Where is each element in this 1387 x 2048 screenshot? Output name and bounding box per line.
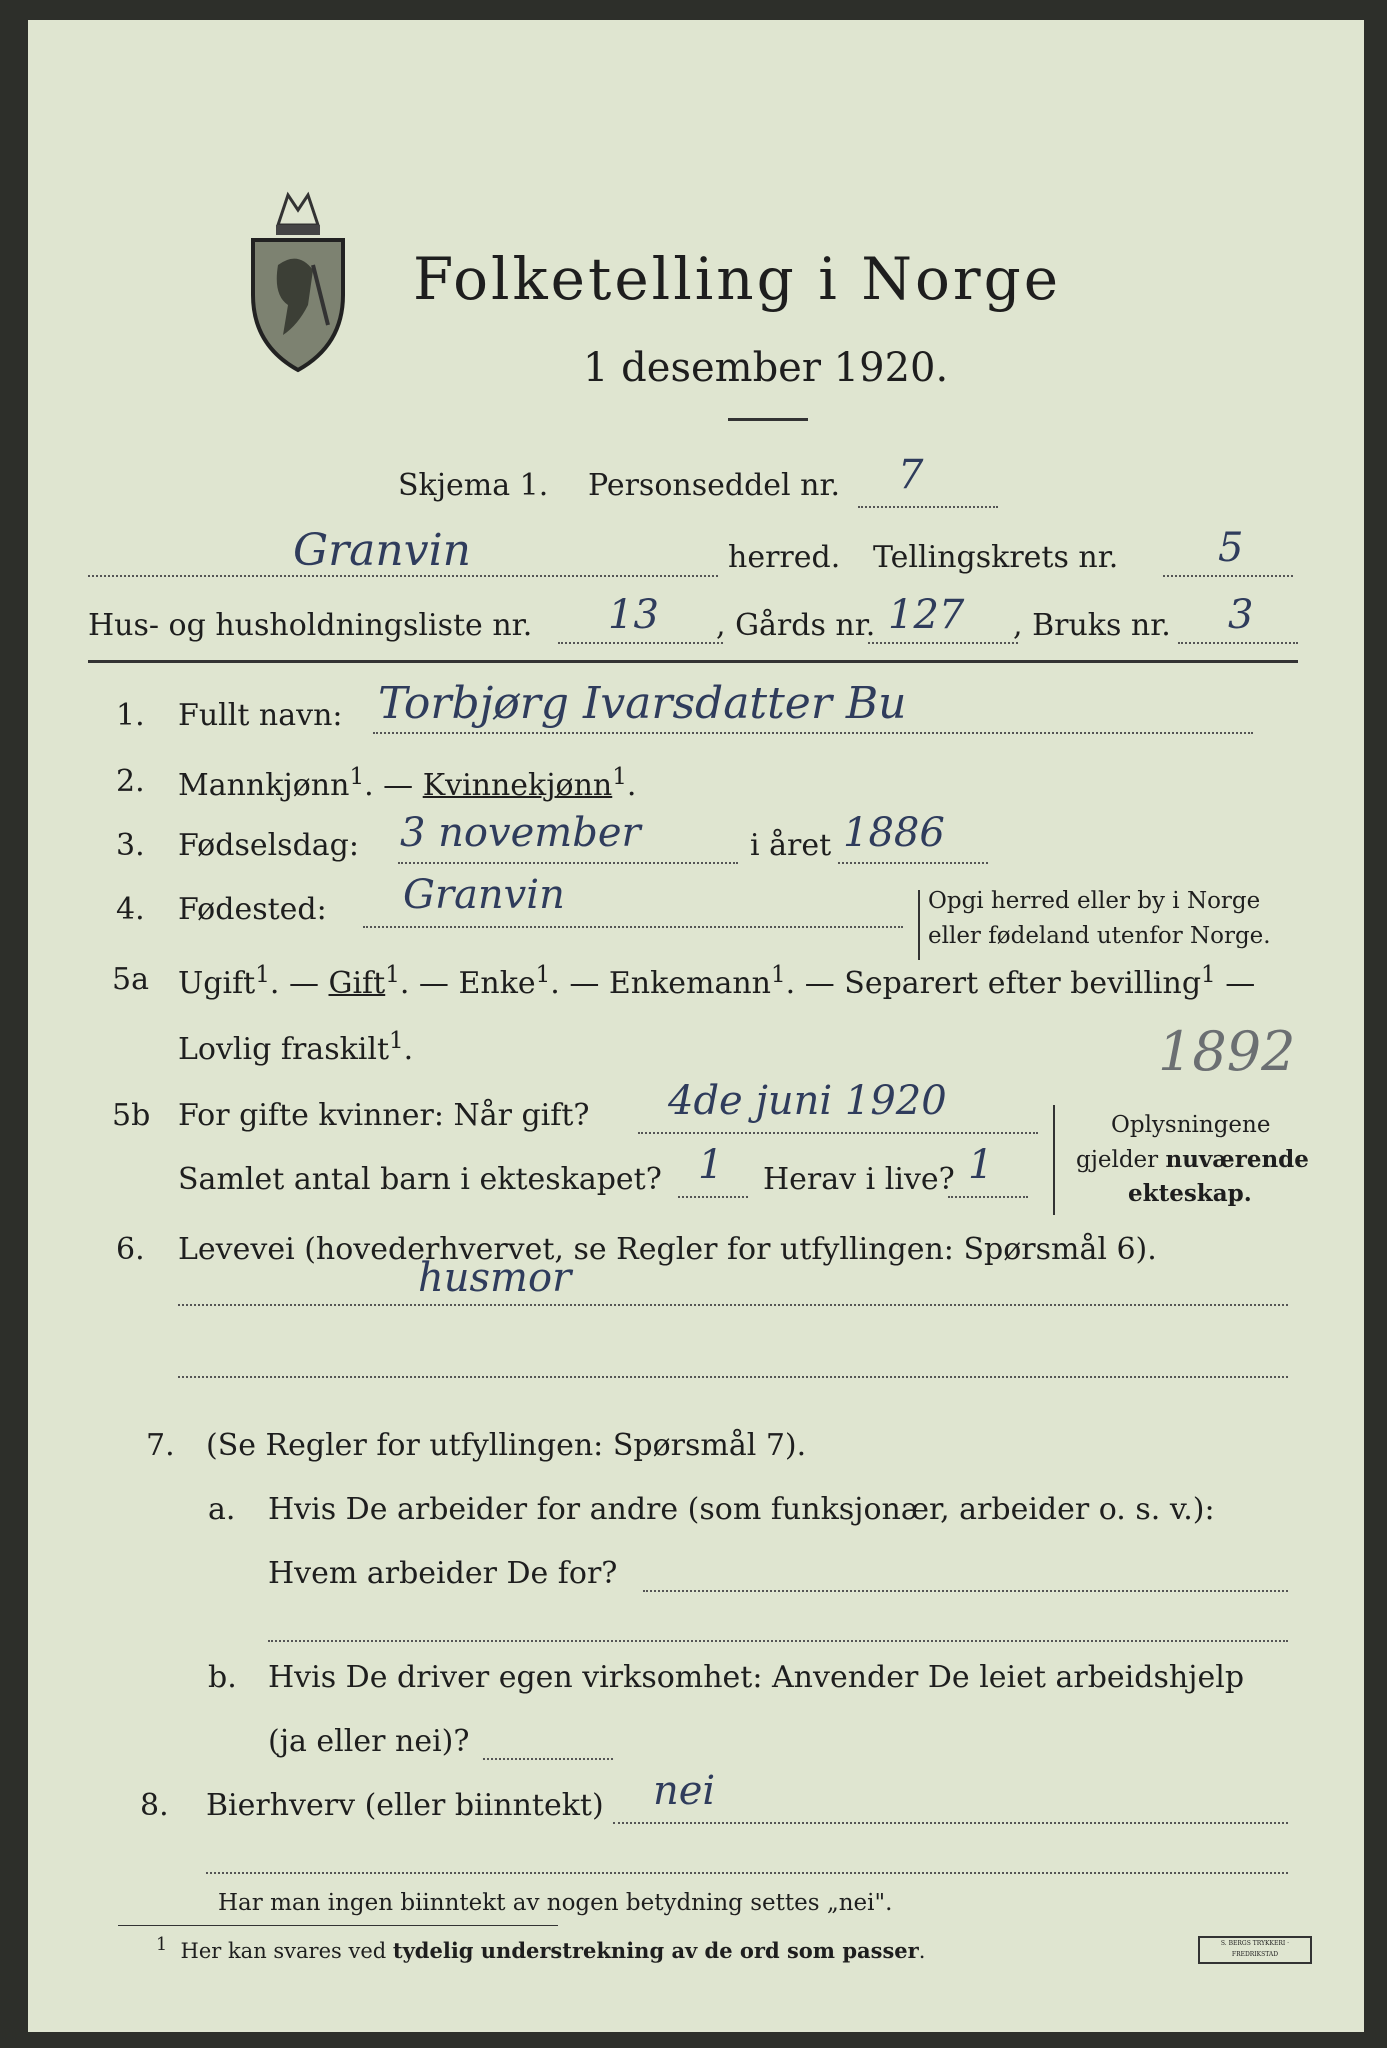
q8-value: nei — [653, 1768, 716, 1814]
q5a-gift-selected: Gift — [328, 966, 386, 1001]
husliste-label: Hus- og husholdningsliste nr. — [88, 608, 533, 643]
q3-label: Fødselsdag: — [178, 828, 359, 863]
q5b-note-2: gjelder nuværende — [1076, 1146, 1309, 1173]
q5a-options: Ugift$^1$. — Gift$^1$. — Enke$^1$. — Enkemann$^1$. — Separert efter bevilling$^1$ — — [178, 962, 1256, 1001]
q6-label: Levevei (hovederhvervet, se Regler for utfyllingen: Spørsmål 6). — [178, 1232, 1157, 1267]
q1-line — [373, 732, 1253, 734]
q4-line — [363, 926, 903, 928]
form-date: 1 desember 1920. — [583, 345, 949, 391]
q5b-barn-line — [678, 1196, 748, 1198]
skjema-label: Skjema 1. — [398, 468, 549, 503]
q5b-value: 4de juni 1920 — [668, 1078, 947, 1124]
q5b-line — [638, 1132, 1038, 1134]
q1-label: Fullt navn: — [178, 698, 343, 733]
q7a-text-2: Hvem arbeider De for? — [268, 1556, 618, 1591]
form-title: Folketelling i Norge — [413, 245, 1062, 313]
coat-of-arms-icon — [243, 185, 353, 375]
q2-options: Mannkjønn$^1$. — Kvinnekjønn$^1$. — [178, 764, 637, 803]
q3-year-label: i året — [750, 828, 832, 863]
herred-label: herred. — [728, 540, 841, 575]
q3-value: 3 november — [400, 810, 641, 856]
q3-number: 3. — [116, 828, 145, 863]
q6-line-1 — [178, 1304, 1288, 1306]
q7-number: 7. — [146, 1428, 175, 1463]
tellingskrets-label: Tellingskrets nr. — [873, 540, 1119, 575]
personseddel-value: 7 — [898, 452, 924, 498]
q5a-margin-note: 1892 — [1158, 1020, 1296, 1083]
q1-value: Torbjørg Ivarsdatter Bu — [378, 678, 907, 729]
gards-value: 127 — [888, 592, 965, 638]
gards-label: , Gårds nr. — [716, 608, 876, 643]
q8-number: 8. — [140, 1788, 169, 1823]
q7b-text-2: (ja eller nei)? — [268, 1724, 470, 1759]
q5b-barn-value: 1 — [698, 1142, 724, 1188]
q4-brace — [918, 890, 920, 960]
q4-label: Fødested: — [178, 892, 327, 927]
q8-line-2 — [206, 1872, 1288, 1874]
q5b-number: 5b — [112, 1098, 151, 1133]
q5b-ilive-line — [948, 1196, 1028, 1198]
q7-label: (Se Regler for utfyllingen: Spørsmål 7). — [206, 1428, 807, 1463]
q3-year-value: 1886 — [843, 810, 945, 856]
q6-value: husmor — [418, 1255, 572, 1301]
census-form — [28, 20, 1364, 2032]
q3-line — [398, 862, 738, 864]
q5b-note-1: Oplysningene — [1111, 1112, 1271, 1138]
q2-male: Mannkjønn — [178, 768, 350, 803]
footnote: $^1$ Her kan svares ved tydelig understrekning av de ord som passer. — [156, 1935, 926, 1963]
q5a-fraskilt: Lovlig fraskilt$^1$. — [178, 1028, 414, 1067]
tellingskrets-line — [1163, 575, 1293, 577]
q5b-label: For gifte kvinner: Når gift? — [178, 1098, 590, 1133]
q8-line-1 — [613, 1822, 1288, 1824]
q5b-ilive-label: Herav i live? — [763, 1162, 955, 1197]
q5a-number: 5a — [112, 962, 149, 997]
q5b-barn-label: Samlet antal barn i ekteskapet? — [178, 1162, 662, 1197]
personseddel-label: Personseddel nr. — [588, 468, 841, 503]
q7b-line — [483, 1758, 613, 1760]
q2-female-selected: Kvinnekjønn — [422, 768, 613, 803]
herred-value: Granvin — [293, 525, 472, 576]
q5b-ilive-value: 1 — [968, 1142, 994, 1188]
q6-number: 6. — [116, 1232, 145, 1267]
q7a-line-2 — [268, 1640, 1288, 1642]
bruks-label: , Bruks nr. — [1013, 608, 1171, 643]
q4-number: 4. — [116, 892, 145, 927]
q7a-number: a. — [208, 1492, 236, 1527]
title-rule — [728, 418, 808, 421]
printer-stamp: S. BERGS TRYKKERI · FREDRIKSTAD — [1198, 1936, 1312, 1964]
q7b-number: b. — [208, 1660, 237, 1695]
q8-label: Bierhverv (eller biinntekt) — [206, 1788, 604, 1823]
bruks-value: 3 — [1228, 592, 1254, 638]
q4-note-2: eller fødeland utenfor Norge. — [928, 923, 1271, 949]
husliste-line — [558, 642, 723, 644]
q8-note: Har man ingen biinntekt av nogen betydning settes „nei". — [218, 1890, 893, 1916]
header-divider — [88, 660, 1298, 663]
q7a-text: Hvis De arbeider for andre (som funksjonær, arbeider o. s. v.): — [268, 1492, 1215, 1527]
q5b-brace — [1053, 1105, 1055, 1215]
q5b-note-3: ekteskap. — [1128, 1180, 1252, 1207]
q2-number: 2. — [116, 764, 145, 799]
tellingskrets-value: 5 — [1218, 525, 1244, 571]
bruks-line — [1178, 642, 1298, 644]
q7a-line-1 — [643, 1590, 1288, 1592]
q7b-text: Hvis De driver egen virksomhet: Anvender De leiet arbeidshjelp — [268, 1660, 1245, 1695]
q6-line-2 — [178, 1376, 1288, 1378]
q4-note-1: Opgi herred eller by i Norge — [928, 888, 1261, 914]
q1-number: 1. — [116, 698, 145, 733]
husliste-value: 13 — [608, 592, 659, 638]
gards-line — [868, 642, 1018, 644]
q3-year-line — [838, 862, 988, 864]
q4-value: Granvin — [403, 872, 565, 918]
footnote-rule — [118, 1925, 558, 1926]
personseddel-line — [858, 506, 998, 508]
